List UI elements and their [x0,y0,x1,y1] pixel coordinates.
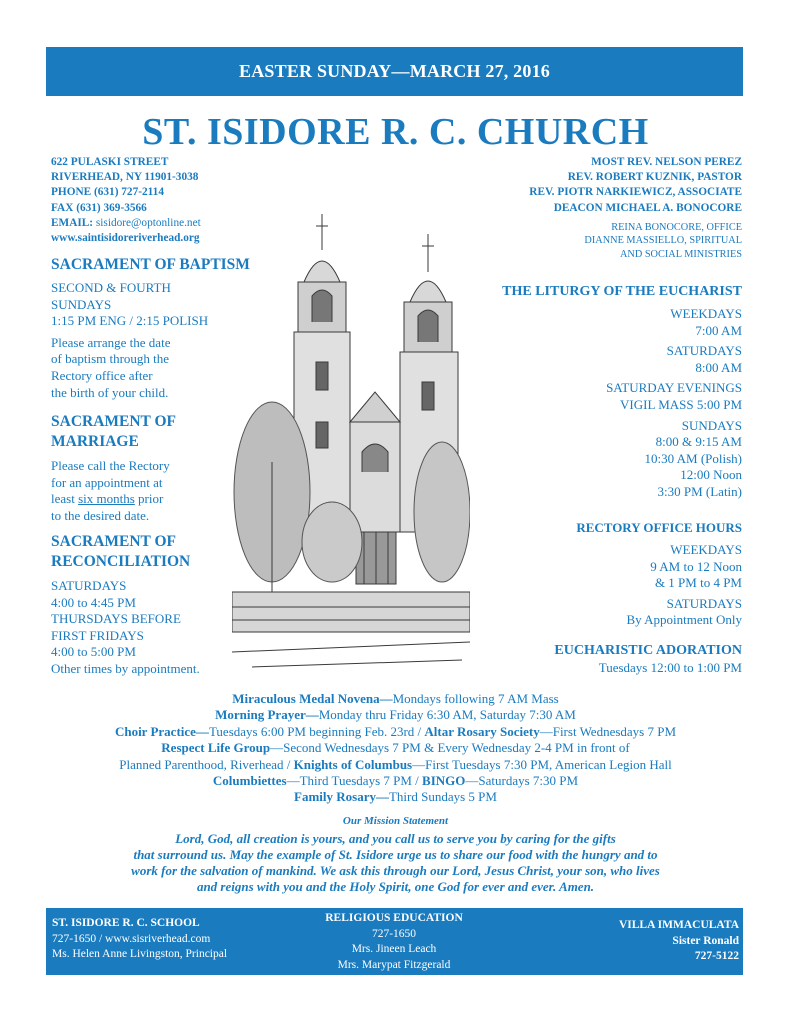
religious-ed-info [294,911,494,973]
text-line: WEEKDAYS [670,542,742,557]
liturgy-weekdays [462,306,742,339]
text-line: VIGIL MASS 5:00 PM [620,396,742,412]
religious-ed-heading: RELIGIOUS EDUCATION [325,912,463,924]
clergy-line: MOST REV. NELSON PEREZ [591,156,742,168]
website-link[interactable]: www.saintisidoreriverhead.org [51,232,200,245]
staff-block [584,221,742,261]
event-title: Altar Rosary Society [424,723,540,739]
text-line: 8:00 & 9:15 AM [655,434,742,450]
adoration-section [462,643,742,677]
religious-ed-contact: Mrs. Jineen Leach [351,943,437,955]
text-line: SATURDAYS [51,578,127,593]
text-line: By Appointment Only [626,612,742,628]
text-line: the birth of your child. [51,384,169,400]
event-row [0,691,791,707]
text-line: & 1 PM to 4 PM [654,575,742,591]
text-line: 8:00 AM [695,359,742,375]
text-line: Please call the Rectory [51,458,170,473]
villa-info [619,918,739,965]
email-row [51,216,201,231]
event-row [0,707,791,723]
event-title: Morning Prayer— [215,707,319,723]
event-detail: —Second Wednesdays 7 PM & Every Wednesday 2-4 PM in front of [270,740,630,756]
adoration-time: Tuesdays 12:00 to 1:00 PM [598,660,742,675]
event-detail: —Saturdays 7:30 PM [465,773,579,789]
event-title: Family Rosary— [294,789,389,805]
staff-line: AND SOCIAL MINISTRIES [619,248,742,260]
text-line: SATURDAYS [666,595,742,611]
text-line: 12:00 Noon [680,467,742,483]
villa-heading: VILLA IMMACULATA [618,919,739,931]
clergy-block [529,155,742,216]
page-title: ST. ISIDORE R. C. CHURCH [142,111,649,153]
footer-bar [46,908,743,975]
clergy-line: REV. ROBERT KUZNIK, PASTOR [567,171,742,184]
school-principal: Ms. Helen Anne Livingston, Principal [52,948,228,960]
text-line: 4:00 to 4:45 PM [51,594,136,610]
phone: PHONE (631) 727-2114 [51,186,164,199]
liturgy-heading: THE LITURGY OF THE EUCHARIST [502,284,742,299]
event-title: Respect Life Group [161,740,271,756]
text-line: 9 AM to 12 Noon [650,558,742,574]
text-line: SECOND & FOURTH [51,280,171,295]
text-line: WEEKDAYS [670,306,742,321]
text-line: 4:00 to 5:00 PM [51,644,136,660]
event-title: Choir Practice— [114,723,209,739]
text-line: of baptism through the [51,351,170,367]
banner-text: EASTER SUNDAY—MARCH 27, 2016 [239,61,550,81]
heading-line: SACRAMENT OF [51,533,177,550]
city: RIVERHEAD, NY 11901-3038 [51,171,199,184]
liturgy-section [462,284,742,501]
date-banner [46,47,743,96]
mission-line: work for the salvation of mankind. We ask this through our Lord, Jesus Christ, your son, who lives [131,863,660,878]
text-part: prior [134,491,164,507]
event-detail: Monday thru Friday 6:30 AM, Saturday 7:30 AM [318,707,576,723]
event-row [0,757,791,773]
text-line: 1:15 PM ENG / 2:15 POLISH [51,313,209,329]
text-line: SATURDAYS [666,343,742,359]
text-line: Rectory office after [51,367,153,383]
liturgy-vigil [462,380,742,413]
event-detail: Mondays following 7 AM Mass [392,691,559,706]
text-part: least [51,491,79,507]
underlined-text: six months [78,491,135,507]
church-illustration-icon [232,212,470,672]
event-detail: Third Sundays 5 PM [388,789,497,805]
text-line: FIRST FRIDAYS [51,627,144,643]
text-line: Please arrange the date [51,334,171,350]
event-row [0,789,791,805]
clergy-line: DEACON MICHAEL A. BONOCORE [553,201,742,214]
adoration-heading: EUCHARISTIC ADORATION [554,643,742,658]
staff-line: DIANNE MASSIELLO, SPIRITUAL [584,235,742,247]
fax: FAX (631) 369-3566 [51,201,147,214]
email-label: EMAIL: [51,216,94,229]
text-line: SATURDAY EVENINGS [606,380,742,396]
text-line: THURSDAYS BEFORE [51,611,181,627]
text-line: Other times by appointment. [51,660,200,676]
rectory-weekdays [462,542,742,592]
event-row [0,724,791,740]
mission-statement [0,831,791,895]
event-row [0,740,791,756]
mission-line: that surround us. May the example of St. Isidore urge us to share our food with the hungry and to [133,847,658,862]
text-line: SUNDAYS [51,296,112,312]
church-drawing [232,212,470,672]
event-title: Knights of Columbus [293,756,413,772]
rectory-saturdays [462,596,742,629]
heading-line: MARRIAGE [51,433,139,450]
liturgy-sundays [462,418,742,501]
mission-heading: Our Mission Statement [342,815,449,827]
text-line: SUNDAYS [681,417,742,433]
school-contact[interactable]: 727-1650 / www.sisriverhead.com [52,932,211,945]
mission-line: Lord, God, all creation is yours, and you call us to serve you by caring for the gifts [175,831,616,846]
villa-contact: Sister Ronald [672,934,739,947]
street: 622 PULASKI STREET [51,156,169,168]
event-detail: —First Tuesdays 7:30 PM, American Legion Hall [412,756,672,772]
event-detail: —Third Tuesdays 7 PM / [286,773,423,789]
event-detail: —First Wednesdays 7 PM [539,723,677,739]
text-line: 10:30 AM (Polish) [644,450,742,466]
email-link[interactable]: sisidore@optonline.net [95,216,201,229]
event-title: Columbiettes [212,773,287,789]
events-list [0,691,791,806]
heading-line: RECONCILIATION [51,553,191,570]
text-line: 7:00 AM [695,322,742,338]
religious-ed-contact: Mrs. Marypat Fitzgerald [337,958,451,971]
event-row [0,773,791,789]
villa-phone: 727-5122 [694,950,739,962]
school-info [52,916,227,963]
mission-line: and reigns with you and the Holy Spirit, one God for ever and ever. Amen. [196,879,595,894]
baptism-heading: SACRAMENT OF BAPTISM [51,256,250,273]
text-line: to the desired date. [51,507,150,523]
heading-line: SACRAMENT OF [51,413,177,430]
event-title: BINGO [422,773,466,789]
contact-block [51,155,201,246]
rectory-section [462,520,742,629]
rectory-heading: RECTORY OFFICE HOURS [576,520,742,535]
school-heading: ST. ISIDORE R. C. SCHOOL [52,917,200,929]
event-detail: Planned Parenthood, Riverhead / [119,756,294,772]
event-title: Miraculous Medal Novena— [232,691,393,706]
clergy-line: REV. PIOTR NARKIEWICZ, ASSOCIATE [529,186,742,199]
text-line: for an appointment at [51,474,163,490]
liturgy-saturdays [462,343,742,376]
staff-line: REINA BONOCORE, OFFICE [611,222,742,233]
religious-ed-phone: 727-1650 [371,927,417,940]
text-line: 3:30 PM (Latin) [657,483,742,499]
event-detail: Tuesdays 6:00 PM beginning Feb. 23rd / [208,723,425,739]
